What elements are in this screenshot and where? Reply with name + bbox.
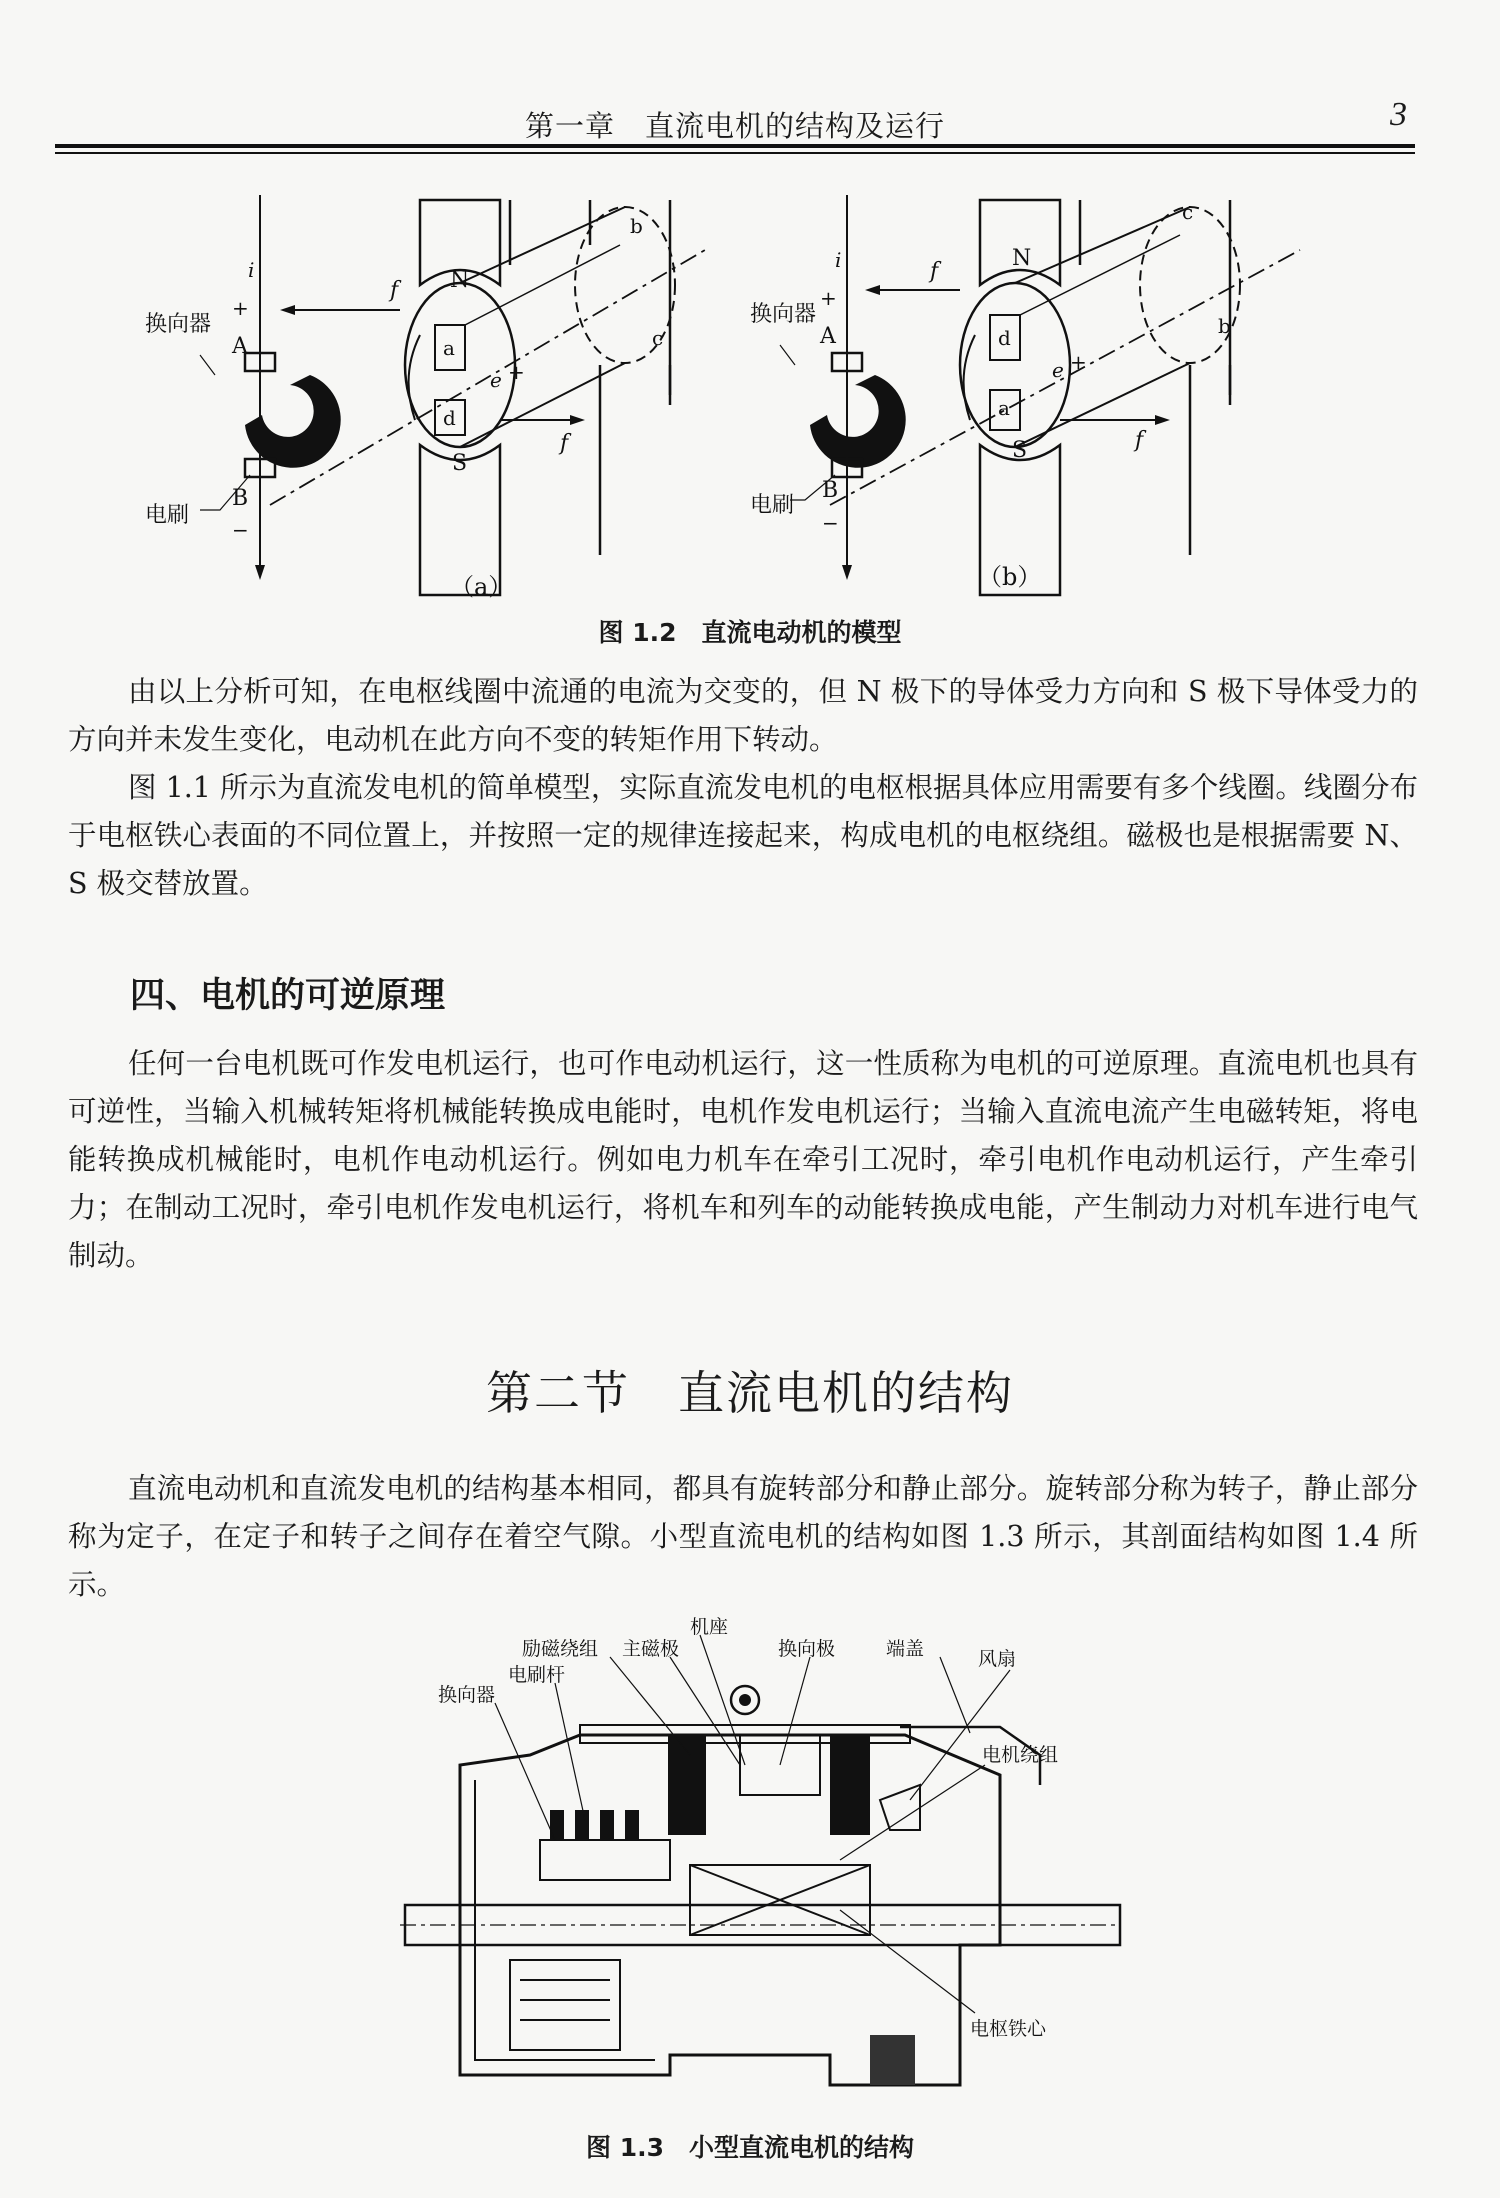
conductor-c: c (1182, 200, 1194, 224)
brush-4 (625, 1810, 639, 1840)
label-field-winding: 励磁绕组 (522, 1638, 599, 1660)
field-winding-black (668, 1735, 706, 1835)
conductor-b: b (1218, 314, 1231, 338)
rear-pole-lines-lower (1190, 365, 1230, 555)
conductor-d: d (998, 326, 1011, 350)
figure-1-2-panel-b (750, 175, 1310, 615)
conductor-a: a (998, 396, 1010, 420)
leader-frame (700, 1635, 745, 1765)
brush-label: 电刷 (145, 503, 190, 528)
label-armature-winding: 电机绕组 (982, 1744, 1059, 1766)
page-header (55, 88, 1415, 148)
force-label-top: f (390, 278, 399, 303)
emf-sign: + (508, 360, 525, 384)
label-end-cover: 端盖 (886, 1638, 925, 1660)
armature-rear-end (1140, 207, 1240, 363)
brush-top-label: A (820, 324, 836, 349)
conductor-a: a (443, 336, 455, 360)
brush-bottom-label: B (232, 486, 249, 511)
current-arrow-head (842, 565, 852, 580)
pole-n-label: N (1012, 246, 1032, 271)
small-dc-motor-diagram (400, 1615, 1120, 2110)
paragraph-1: 由以上分析可知，在电枢线圈中流通的电流为交变的，但 N 极下的导体受力方向和 S 极下导体受力的方向并未发生变化，电动机在此方向不变的转矩作用下转动。 (68, 675, 1418, 756)
chapter-title: 第一章 直流电机的结构及运行 (525, 109, 946, 143)
leader-brush-holder (555, 1683, 585, 1820)
force-arrow-bottom-head (1155, 415, 1170, 425)
commutator-label: 换向器 (750, 302, 817, 327)
pole-n-label: N (450, 268, 470, 293)
brush-top-label: A (232, 334, 248, 359)
label-fan: 风扇 (978, 1648, 1017, 1670)
minus-sign: − (232, 518, 249, 542)
leader-commutating-pole (780, 1657, 810, 1765)
conductor-c: c (652, 326, 664, 350)
armature-top-edge (1015, 207, 1190, 283)
pole-s-label: S (452, 451, 468, 476)
panel-a-label: （a） (450, 573, 513, 601)
conductor-b: b (630, 214, 643, 238)
north-pole-shape (980, 200, 1060, 285)
figure-1-2-panel-a (145, 175, 710, 615)
force-label-bottom: f (560, 431, 569, 456)
force-arrow-bottom-head (570, 415, 585, 425)
bearing-block (870, 2035, 915, 2085)
paragraph-3: 任何一台电机既可作发电机运行，也可作电动机运行，这一性质称为电机的可逆原理。直流电机也具有可逆性，当输入机械转矩将机械能转换成电能时，电机作发电机运行；当输入直流电流产生电磁转矩，将电能转换成机械能时，电机作电动机运行。例如电力机车在牵引工况时，牵引电机作电动机运行，产生牵引力；在制动工况时，牵引电机作发电机运行，将机车和列车的动能转换成电能，产生制动力对机车进行电气制动。 (68, 1047, 1418, 1272)
panel-b-label: （b） (978, 563, 1042, 591)
armature-bottom-edge (1015, 363, 1190, 447)
brush-label: 电刷 (750, 493, 795, 518)
commutating-pole-black (830, 1735, 870, 1835)
leader-fan (910, 1670, 1010, 1800)
current-label: i (248, 258, 255, 282)
label-armature-core: 电枢铁心 (970, 2018, 1047, 2040)
section-4-heading: 四、电机的可逆原理 (130, 976, 446, 1016)
current-label: i (835, 248, 842, 272)
header-rule-thick (55, 144, 1415, 148)
commutator-label: 换向器 (145, 312, 212, 337)
commutator-shape (810, 375, 906, 468)
brush-2 (575, 1810, 589, 1840)
terminal-box (510, 1960, 620, 2050)
commutator-body (540, 1840, 670, 1880)
conductor-d: d (443, 406, 456, 430)
force-label-top: f (930, 259, 939, 284)
pole-s-label: S (1012, 438, 1028, 463)
emf-sign: + (1070, 350, 1087, 374)
shaft-axis (270, 250, 705, 505)
commutator-leader (780, 345, 795, 365)
paragraph-2: 图 1.1 所示为直流发电机的简单模型，实际直流发电机的电枢根据具体应用需要有多个线圈。线圈分布于电枢铁心表面的不同位置上，并按照一定的规律连接起来，构成电机的电枢绕组。磁极也是根据需要 N、S 极交替放置。 (68, 771, 1418, 900)
armature-top-edge (460, 207, 625, 283)
figure-1-3-caption: 图 1.3 小型直流电机的结构 (586, 2133, 914, 2162)
rotation-arrow (409, 335, 420, 420)
plus-sign: + (820, 286, 837, 310)
header-rule-thin (55, 152, 1415, 154)
brush-3 (600, 1810, 614, 1840)
label-frame: 机座 (690, 1616, 729, 1638)
emf-label: e (1052, 358, 1064, 382)
minus-sign: − (822, 511, 839, 535)
plus-sign: + (232, 296, 249, 320)
leader-end-cover (940, 1657, 970, 1733)
emf-label: e (490, 368, 502, 392)
leader-commutator (495, 1703, 555, 1840)
figure-1-3 (400, 1615, 1120, 2110)
label-brush-holder: 电刷杆 (508, 1664, 566, 1686)
rear-pole-lines-lower (600, 365, 670, 555)
brush-bottom-label: B (822, 478, 839, 503)
eye-bolt-hole (739, 1694, 751, 1706)
fan-blade (880, 1785, 920, 1830)
leader-field-winding (610, 1657, 690, 1755)
label-commutating-pole: 换向极 (778, 1638, 836, 1660)
force-arrow-top-head (865, 285, 880, 295)
section-2-title: 第二节 直流电机的结构 (486, 1366, 1014, 1420)
motor-model-diagram-b (750, 175, 1310, 615)
paragraph-4: 直流电动机和直流发电机的结构基本相同，都具有旋转部分和静止部分。旋转部分称为转子，静止部分称为定子，在定子和转子之间存在着空气隙。小型直流电机的结构如图 1.3 所示，其剖面结构如图 1.4 所示。 (68, 1472, 1418, 1601)
current-arrow-head (255, 565, 265, 580)
label-commutator: 换向器 (438, 1684, 496, 1706)
commutator-leader (200, 355, 215, 375)
force-label-bottom: f (1135, 428, 1144, 453)
page-number: 3 (1390, 96, 1407, 133)
force-arrow-top-head (280, 305, 295, 315)
motor-model-diagram-a (145, 175, 710, 615)
brush-1 (550, 1810, 564, 1840)
rotation-arrow (964, 335, 975, 420)
figure-1-2-caption: 图 1.2 直流电动机的模型 (598, 618, 902, 647)
label-main-pole: 主磁极 (622, 1638, 680, 1660)
